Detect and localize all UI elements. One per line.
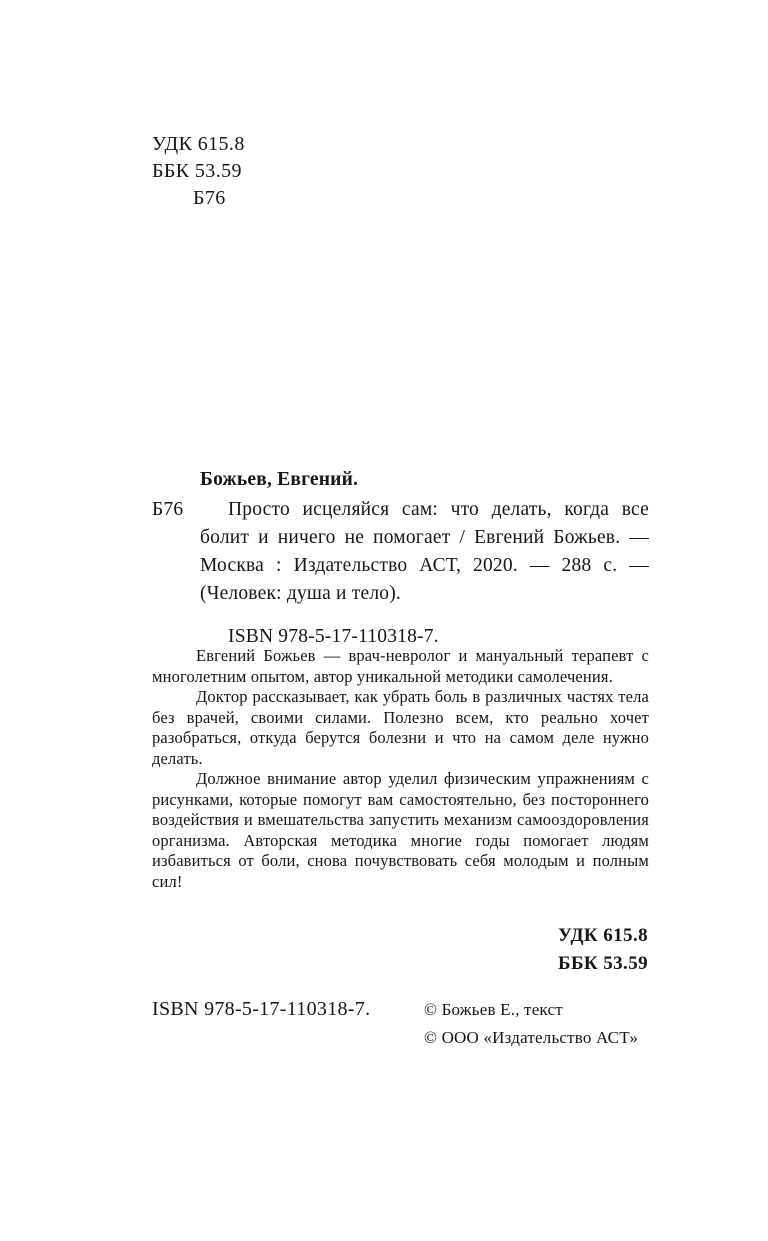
copyright-author-text: © Божьев Е., текст	[424, 1000, 563, 1019]
bib-author-code: Б76	[152, 499, 184, 520]
annotation-block	[152, 646, 649, 892]
footer-isbn: ISBN 978-5-17-110318-7.	[152, 998, 371, 1020]
bibliographic-entry	[152, 466, 649, 651]
annotation-paragraph-3: Должное внимание автор уделил физическим упражнениям с рисунками, которые помогут вам самостоятельно, без постороннего воздействия и вмешательства запустить механизм самооздоровления организма. Авторская методика многие годы помогает людям избавиться от боли, снова почувствовать себя молодым и полным сил!	[152, 769, 649, 891]
imprint-footer	[152, 996, 649, 1066]
bib-description: Просто исцеляйся сам: что делать, когда все болит и ничего не помогает / Евгений Божьев. — Москва : Издательство АСТ, 2020. — 288 с. — (Человек: душа и тело).	[200, 499, 649, 604]
annotation-paragraph-2: Доктор рассказывает, как убрать боль в различных частях тела без врачей, своими силами. Полезно всем, кто реально хочет разобраться, откуда берутся болезни и что на самом деле нужно делать.	[152, 687, 649, 768]
copyright-block	[424, 996, 638, 1052]
bib-author-name: Божьев, Евгений.	[200, 469, 359, 490]
bottom-classification-codes	[558, 922, 648, 978]
copyright-publisher: © ООО «Издательство АСТ»	[424, 1028, 639, 1047]
udk-code-top: УДК 615.8	[152, 133, 245, 155]
annotation-paragraph-1: Евгений Божьев — врач-невролог и мануальный терапевт с многолетним опытом, автор уникальной методики самолечения.	[152, 646, 649, 686]
bbk-code-top: ББК 53.59	[152, 160, 242, 182]
bib-entry-row	[152, 496, 649, 608]
top-classification-codes	[152, 131, 245, 212]
bbk-code-bottom: ББК 53.59	[558, 953, 648, 974]
bib-isbn: ISBN 978-5-17-110318-7.	[228, 626, 439, 647]
udk-code-bottom: УДК 615.8	[558, 925, 648, 946]
book-author-code-top: Б76	[193, 187, 226, 209]
